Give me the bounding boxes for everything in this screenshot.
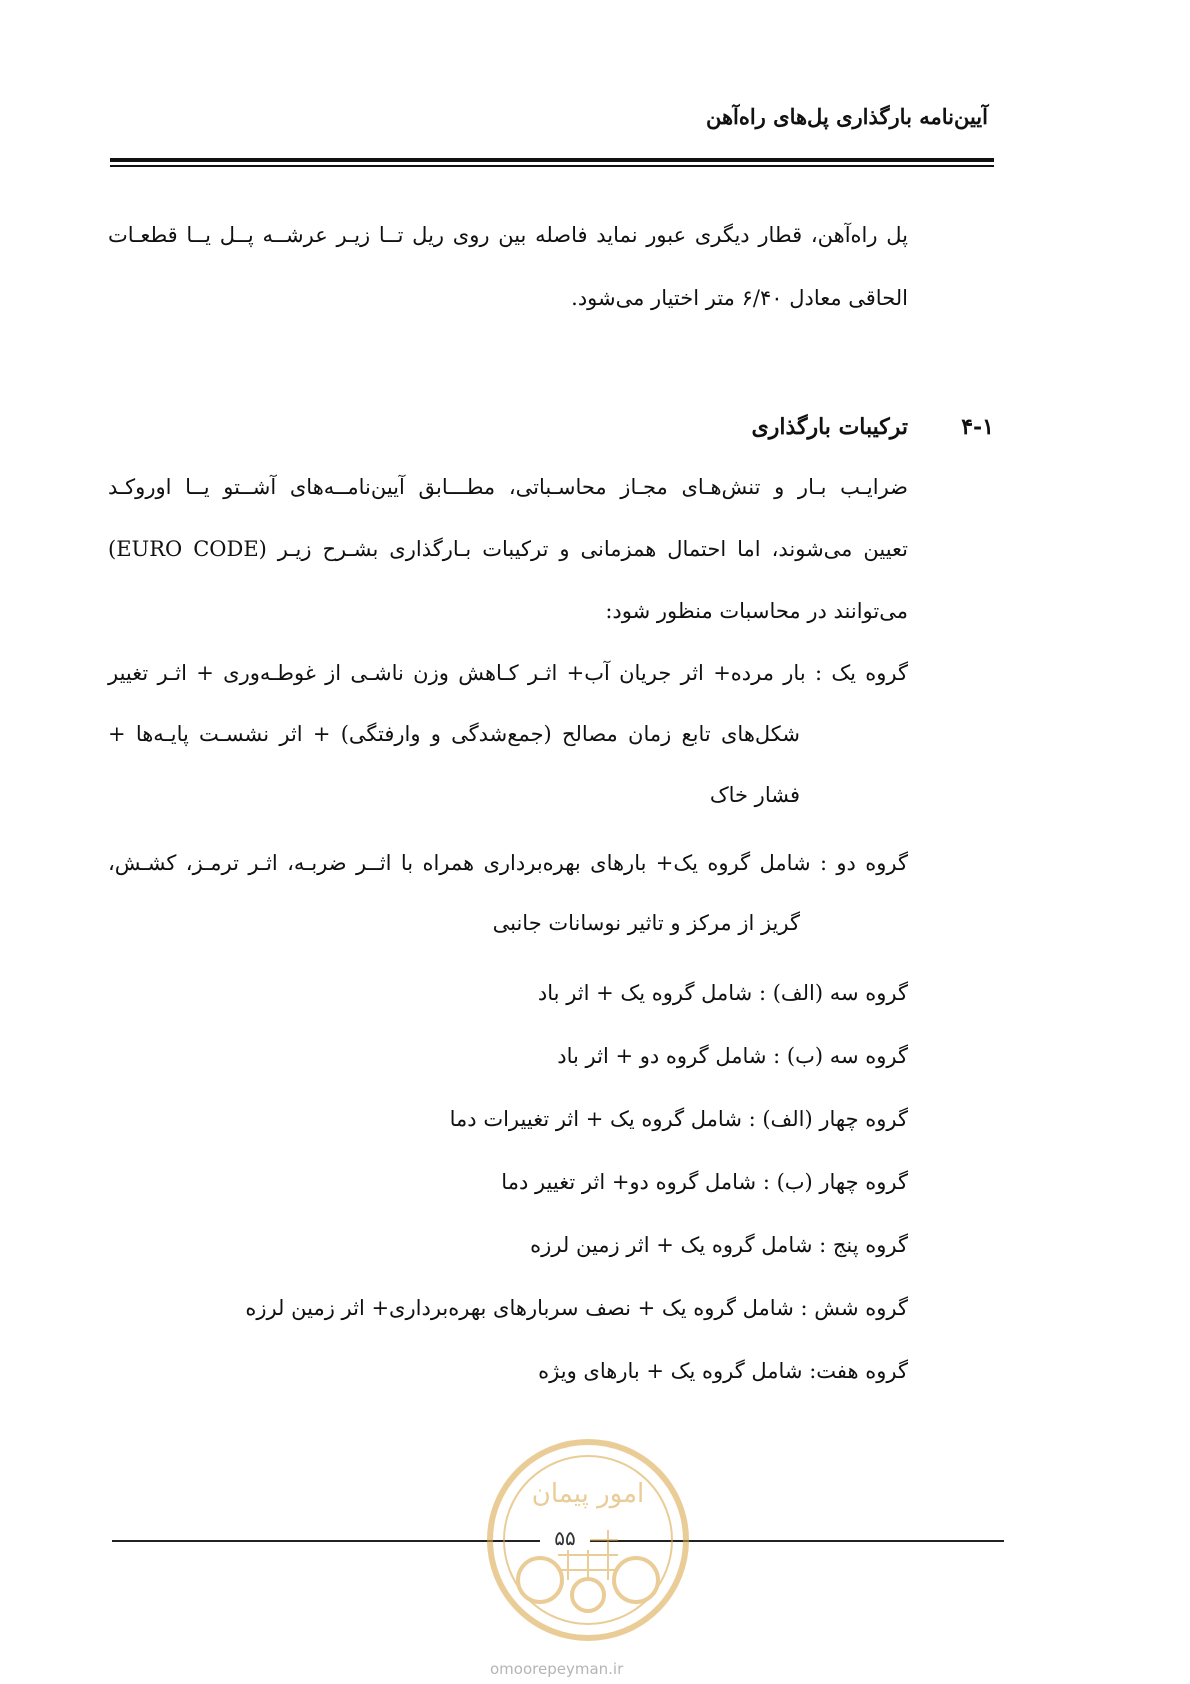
watermark-url: omoorepeyman.ir xyxy=(490,1660,624,1678)
group-4b: گروه چهار (ب) : شامل گروه دو+ اثر تغییر دما xyxy=(501,1170,908,1194)
group-1-line-3: فشار خاک xyxy=(709,783,800,807)
section-number: ۴-۱ xyxy=(961,414,994,440)
group-6: گروه شش : شامل گروه یک + نصف سربارهای بهره‌برداری+ اثر زمین لرزه xyxy=(245,1296,908,1320)
group-3a: گروه سه (الف) : شامل گروه یک + اثر باد xyxy=(537,981,908,1005)
group-1-line-2: شکل‌های تابع زمان مصالح (جمع‌شدگی و وارفتگی) + اثر نشسـت پایـه‌ها + xyxy=(108,722,800,746)
intro-line-1: پل راه‌آهن، قطار دیگری عبور نماید فاصله بین روی ریل تــا زیـر عرشــه پــل یــا قطعـات xyxy=(108,223,908,247)
group-1-line-1: گروه یک : بار مرده+ اثر جریان آب+ اثـر کـاهش وزن ناشـی از غوطـه‌وری + اثـر تغییر xyxy=(108,661,908,685)
group-4a: گروه چهار (الف) : شامل گروه یک + اثر تغییرات دما xyxy=(449,1107,908,1131)
page-number: ۵۵ xyxy=(540,1526,590,1550)
group-2-line-2: گریز از مرکز و تاثیر نوسانات جانبی xyxy=(492,911,800,935)
group-5: گروه پنج : شامل گروه یک + اثر زمین لرزه xyxy=(530,1233,908,1257)
stamp-text: امور پیمان xyxy=(531,1479,645,1509)
group-2-line-1: گروه دو : شامل گروه یک+ بارهای بهره‌برداری همراه با اثــر ضربـه، اثـر ترمـز، کشـش، xyxy=(108,851,908,875)
header-rule-thin xyxy=(110,165,994,167)
running-header-title: آیین‌نامه بارگذاری پل‌های راه‌آهن xyxy=(705,104,988,129)
intro-line-2: الحاقی معادل ۶/۴۰ متر اختیار می‌شود. xyxy=(571,286,908,310)
section-line-2: (EURO CODE) تعیین می‌شوند، اما احتمال همزمانی و ترکیبات بـارگذاری بشـرح زیـر xyxy=(108,537,909,561)
group-7: گروه هفت: شامل گروه یک + بارهای ویژه xyxy=(538,1359,908,1383)
section-line-3: می‌توانند در محاسبات منظور شود: xyxy=(605,599,908,623)
group-3b: گروه سه (ب) : شامل گروه دو + اثر باد xyxy=(557,1044,908,1068)
section-title: ترکیبات بارگذاری xyxy=(751,414,908,440)
header-rule-thick xyxy=(110,158,994,162)
section-line-1: ضرایـب بـار و تنش‌هـای مجـاز محاسـباتی، مطـــابق آیین‌نامــه‌های آشــتو یــا اوروکـد xyxy=(108,475,908,499)
